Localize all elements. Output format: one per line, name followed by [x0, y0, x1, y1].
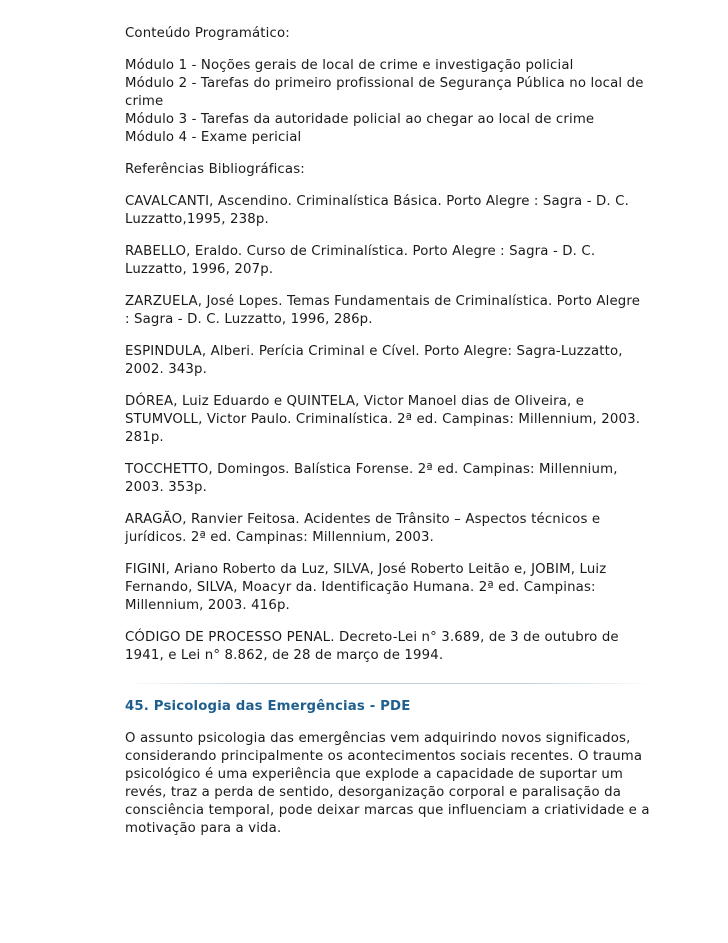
- modulos-list: [125, 57, 655, 147]
- reference-line: TOCCHETTO, Domingos. Balística Forense. 2ª ed. Campinas: Millennium,: [125, 462, 618, 477]
- reference-item: [125, 293, 655, 329]
- reference-line: 1941, e Lei n° 8.862, de 28 de março de 1994.: [125, 648, 444, 663]
- body-line: motivação para a vida.: [125, 821, 282, 836]
- reference-item: [125, 343, 655, 379]
- body-line: considerando principalmente os acontecimentos sociais recentes. O trauma: [125, 749, 643, 764]
- document-page: [125, 25, 655, 852]
- section-divider: [125, 683, 655, 684]
- reference-line: ARAGÃO, Ranvier Feitosa. Acidentes de Trânsito – Aspectos técnicos e: [125, 512, 601, 527]
- reference-line: Luzzatto, 1996, 207p.: [125, 262, 274, 277]
- section-heading: 45. Psicologia das Emergências - PDE: [125, 699, 411, 714]
- reference-item: [125, 561, 655, 615]
- reference-item: [125, 193, 655, 229]
- modulo-line: Módulo 2 - Tarefas do primeiro profissional de Segurança Pública no local de: [125, 76, 644, 91]
- reference-item: [125, 511, 655, 547]
- section-body: [125, 730, 655, 838]
- reference-line: ZARZUELA, José Lopes. Temas Fundamentais de Criminalística. Porto Alegre: [125, 294, 641, 309]
- reference-item: [125, 461, 655, 497]
- reference-line: 2002. 343p.: [125, 362, 207, 377]
- modulo-line: Módulo 4 - Exame pericial: [125, 130, 302, 145]
- reference-line: RABELLO, Eraldo. Curso de Criminalística. Porto Alegre : Sagra - D. C.: [125, 244, 596, 259]
- reference-line: : Sagra - D. C. Luzzatto, 1996, 286p.: [125, 312, 373, 327]
- modulo-line: Módulo 1 - Noções gerais de local de crime e investigação policial: [125, 58, 574, 73]
- reference-line: FIGINI, Ariano Roberto da Luz, SILVA, José Roberto Leitão e, JOBIM, Luiz: [125, 562, 607, 577]
- reference-line: CAVALCANTI, Ascendino. Criminalística Básica. Porto Alegre : Sagra - D. C.: [125, 194, 629, 209]
- programa-title: Conteúdo Programático:: [125, 26, 290, 41]
- referencias-title: Referências Bibliográficas:: [125, 162, 305, 177]
- body-line: O assunto psicologia das emergências vem adquirindo novos significados,: [125, 731, 631, 746]
- body-line: revés, traz a perda de sentido, desorganização corporal e paralisação da: [125, 785, 622, 800]
- reference-line: jurídicos. 2ª ed. Campinas: Millennium, 2003.: [125, 530, 434, 545]
- reference-item: [125, 243, 655, 279]
- modulo-line: Módulo 3 - Tarefas da autoridade policial ao chegar ao local de crime: [125, 112, 595, 127]
- reference-item: [125, 629, 655, 665]
- body-line: consciência temporal, pode deixar marcas que influenciam a criatividade e a: [125, 803, 650, 818]
- reference-item: [125, 393, 655, 447]
- reference-line: ESPINDULA, Alberi. Perícia Criminal e Cível. Porto Alegre: Sagra-Luzzatto,: [125, 344, 623, 359]
- modulo-line: crime: [125, 94, 164, 109]
- reference-line: STUMVOLL, Victor Paulo. Criminalística. 2ª ed. Campinas: Millennium, 2003.: [125, 412, 641, 427]
- reference-line: 281p.: [125, 430, 164, 445]
- reference-line: Luzzatto,1995, 238p.: [125, 212, 269, 227]
- reference-line: CÓDIGO DE PROCESSO PENAL. Decreto-Lei n° 3.689, de 3 de outubro de: [125, 630, 619, 645]
- reference-line: 2003. 353p.: [125, 480, 207, 495]
- body-line: psicológico é uma experiência que explode a capacidade de suportar um: [125, 767, 623, 782]
- reference-line: Millennium, 2003. 416p.: [125, 598, 290, 613]
- reference-line: DÓREA, Luiz Eduardo e QUINTELA, Victor Manoel dias de Oliveira, e: [125, 394, 585, 409]
- reference-line: Fernando, SILVA, Moacyr da. Identificação Humana. 2ª ed. Campinas:: [125, 580, 596, 595]
